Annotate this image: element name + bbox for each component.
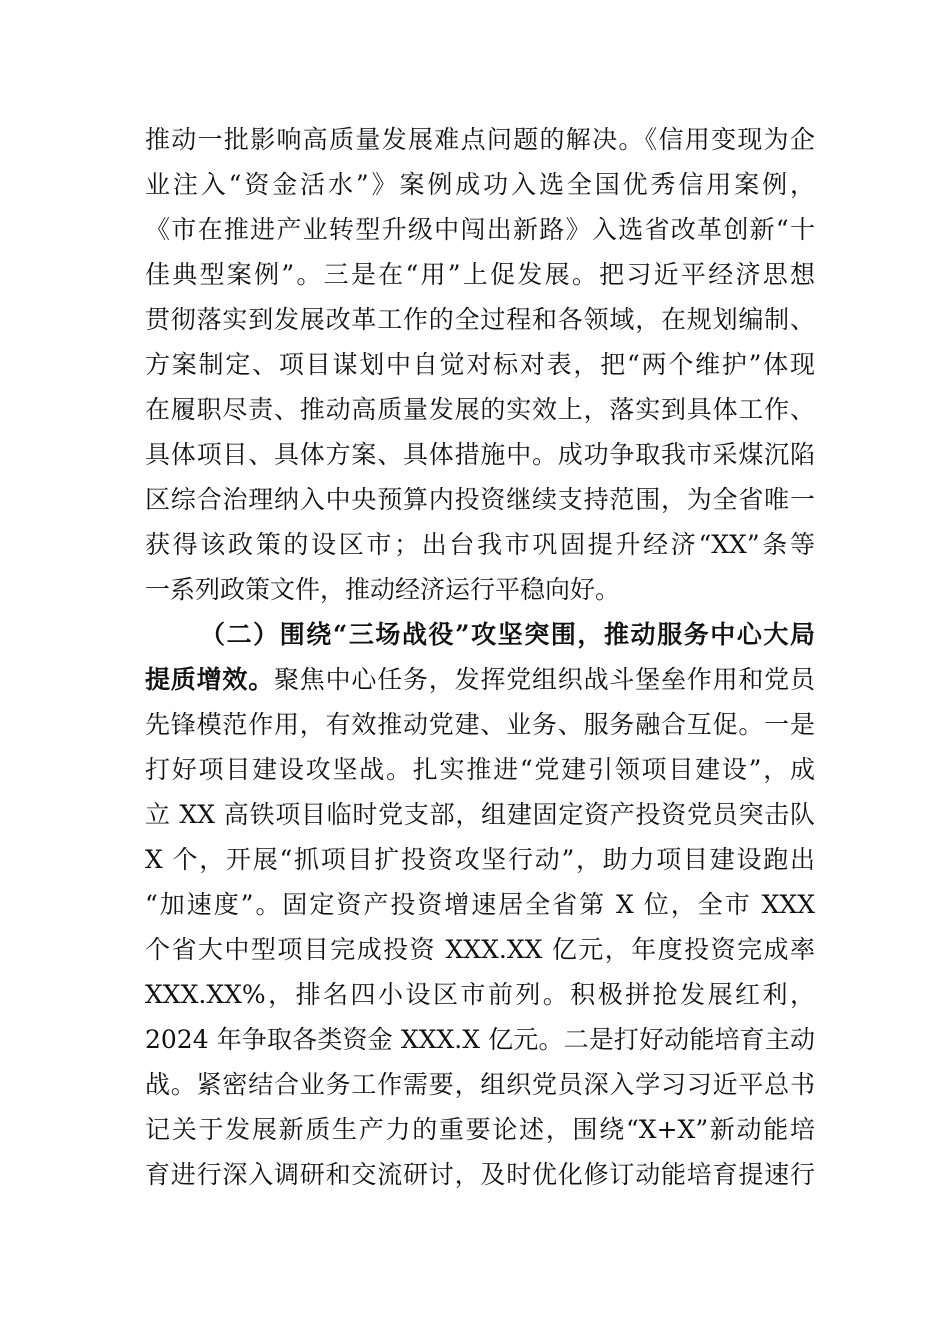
paragraph-2-line-7: XXX.XX%，排名四小设区市前列。积极拼抢发展红利， <box>145 980 815 1009</box>
paragraph-1-line-7: 在履职尽责、推动高质量发展的实效上，落实到具体工作、 <box>145 395 815 424</box>
paragraph-2-line-10: 记关于发展新质生产力的重要论述，围绕“X+X”新动能培 <box>145 1115 815 1144</box>
paragraph-2-line-4: X 个，开展“抓项目扩投资攻坚行动”，助力项目建设跑出 <box>145 845 815 874</box>
paragraph-2-line-6: 个省大中型项目完成投资 XXX.XX 亿元，年度投资完成率 <box>145 935 815 964</box>
paragraph-2-line-2: 打好项目建设攻坚战。扎实推进“党建引领项目建设”，成 <box>145 755 815 784</box>
paragraph-2-line-1: 先锋模范作用，有效推动党建、业务、服务融合互促。一是 <box>145 710 815 739</box>
paragraph-1-line-8: 具体项目、具体方案、具体措施中。成功争取我市采煤沉陷 <box>145 440 815 469</box>
paragraph-1-line-2: 业注入“资金活水”》案例成功入选全国优秀信用案例， <box>145 170 815 199</box>
section-heading-line-2 <box>145 657 815 702</box>
paragraph-1-line-3: 《市在推进产业转型升级中闯出新路》入选省改革创新“十 <box>145 215 815 244</box>
paragraph-2-line-11: 育进行深入调研和交流研讨，及时优化修订动能培育提速行 <box>145 1160 815 1189</box>
paragraph-1-line-4: 佳典型案例”。三是在“用”上促发展。把习近平经济思想 <box>145 260 815 289</box>
section-heading-line-2-rest: 聚焦中心任务，发挥党组织战斗堡垒作用和党员 <box>274 665 815 694</box>
paragraph-2-line-5: “加速度”。固定资产投资增速居全省第 X 位，全市 XXX <box>145 890 815 919</box>
paragraph-1-line-9: 区综合治理纳入中央预算内投资继续支持范围，为全省唯一 <box>145 485 815 514</box>
paragraph-2-line-3: 立 XX 高铁项目临时党支部，组建固定资产投资党员突击队 <box>145 800 815 829</box>
body-text <box>145 117 815 1197</box>
paragraph-1-line-1: 推动一批影响高质量发展难点问题的解决。《信用变现为企 <box>145 125 815 154</box>
paragraph-1-line-11: 一系列政策文件，推动经济运行平稳向好。 <box>145 575 621 604</box>
section-heading-line-1: （二）围绕“三场战役”攻坚突围，推动服务中心大局 <box>200 620 815 649</box>
paragraph-1-line-10: 获得该政策的设区市；出台我市巩固提升经济“XX”条等 <box>145 530 815 559</box>
paragraph-1-line-6: 方案制定、项目谋划中自觉对标对表，把“两个维护”体现 <box>145 350 815 379</box>
paragraph-2-line-8: 2024 年争取各类资金 XXX.X 亿元。二是打好动能培育主动 <box>145 1025 815 1054</box>
paragraph-1-line-5: 贯彻落实到发展改革工作的全过程和各领域，在规划编制、 <box>145 305 815 334</box>
section-heading-bold-tail: 提质增效。 <box>145 665 274 694</box>
paragraph-2-line-9: 战。紧密结合业务工作需要，组织党员深入学习习近平总书 <box>145 1070 815 1099</box>
